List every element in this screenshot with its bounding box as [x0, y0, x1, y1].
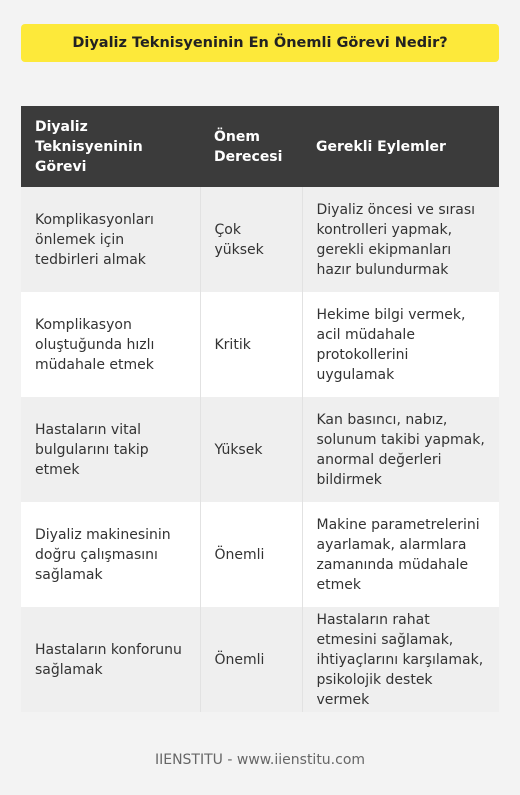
column-header-actions: Gerekli Eylemler [302, 106, 499, 187]
importance-cell: Kritik [200, 292, 302, 397]
duty-cell: Hastaların vital bulgularını takip etmek [21, 397, 200, 502]
duty-cell: Diyaliz makinesinin doğru çalışmasını sağlamak [21, 502, 200, 607]
column-header-duty: Diyaliz Teknisyeninin Görevi [21, 106, 200, 187]
actions-cell: Hekime bilgi vermek, acil müdahale protokollerini uygulamak [302, 292, 499, 397]
duty-cell: Komplikasyonları önlemek için tedbirleri almak [21, 187, 200, 292]
duty-cell: Hastaların konforunu sağlamak [21, 607, 200, 712]
duty-cell: Komplikasyon oluştuğunda hızlı müdahale etmek [21, 292, 200, 397]
table-row [21, 397, 499, 502]
importance-cell: Önemli [200, 607, 302, 712]
table-row [21, 292, 499, 397]
actions-cell: Kan basıncı, nabız, solunum takibi yapmak, anormal değerleri bildirmek [302, 397, 499, 502]
table-row [21, 187, 499, 292]
importance-cell: Çok yüksek [200, 187, 302, 292]
footer-credit: IIENSTITU - www.iienstitu.com [154, 752, 366, 768]
actions-cell: Hastaların rahat etmesini sağlamak, ihtiyaçlarını karşılamak, psikolojik destek vermek [302, 607, 499, 712]
page-title: Diyaliz Teknisyeninin En Önemli Görevi Nedir? [21, 24, 499, 62]
importance-cell: Yüksek [200, 397, 302, 502]
table-header-row [21, 106, 499, 187]
column-header-importance: Önem Derecesi [200, 106, 302, 187]
actions-cell: Diyaliz öncesi ve sırası kontrolleri yapmak, gerekli ekipmanları hazır bulundurmak [302, 187, 499, 292]
actions-cell: Makine parametrelerini ayarlamak, alarmlara zamanında müdahale etmek [302, 502, 499, 607]
table-row [21, 502, 499, 607]
importance-cell: Önemli [200, 502, 302, 607]
duties-table [21, 106, 499, 712]
table-row [21, 607, 499, 712]
